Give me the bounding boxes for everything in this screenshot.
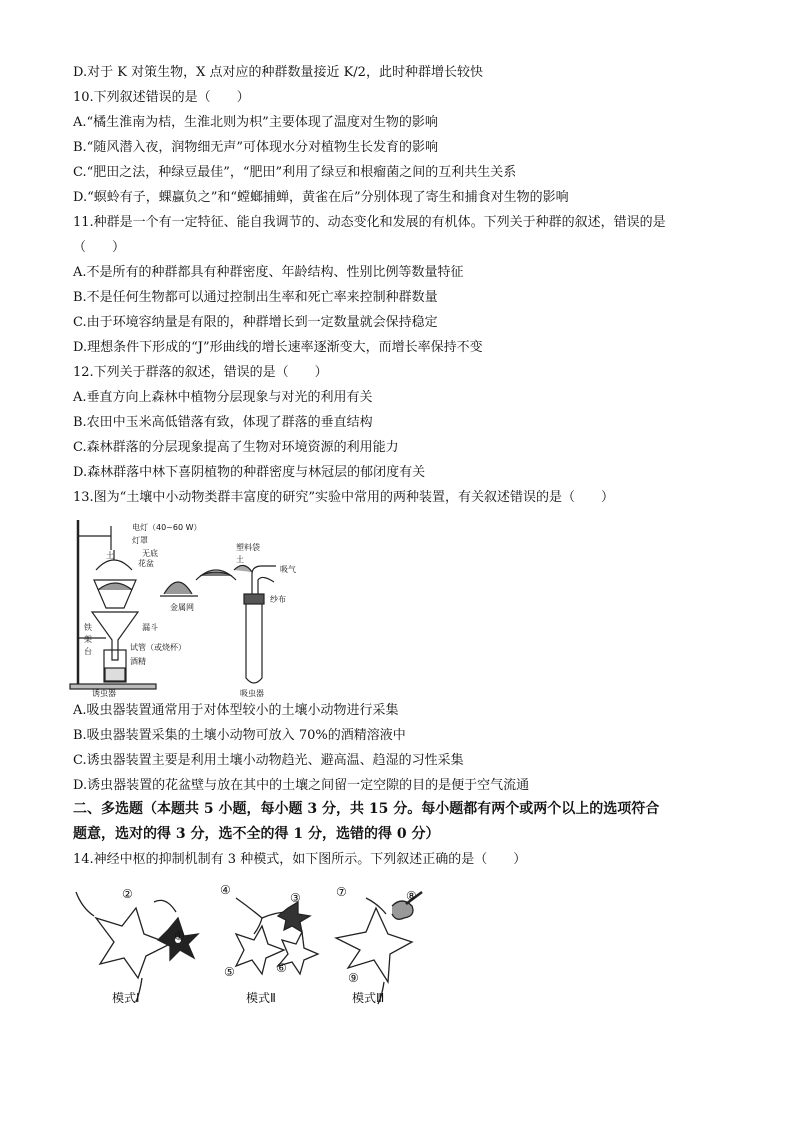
label-3-9: ⑨ bbox=[348, 971, 359, 985]
label-tube: 试管（或烧杯） bbox=[130, 643, 186, 652]
question-11-stem-bracket: （ ） bbox=[73, 240, 126, 255]
question-10-option-c: C.“肥田之法，种绿豆最佳”，“肥田”利用了绿豆和根瘤菌之间的互利共生关系 bbox=[73, 165, 517, 180]
label-pot-2: 花盆 bbox=[138, 559, 154, 568]
label-alcohol: 酒精 bbox=[130, 657, 146, 666]
label-1-1: ① bbox=[174, 929, 185, 943]
question-10-stem: 10.下列叙述错误的是（ ） bbox=[73, 90, 250, 105]
label-lamp: 电灯（40~60 W） bbox=[132, 523, 202, 532]
label-gauze: 纱布 bbox=[270, 595, 286, 604]
caption-mode-2: 模式Ⅱ bbox=[246, 991, 276, 1005]
label-2-3: ③ bbox=[290, 891, 301, 905]
label-suck: 吸气 bbox=[280, 565, 296, 574]
caption-trap: 诱虫器 bbox=[92, 689, 116, 698]
question-11-option-c: C.由于环境容纳量是有限的，种群增长到一定数量就会保持稳定 bbox=[73, 315, 438, 330]
question-14-stem: 14.神经中枢的抑制机制有 3 种模式，如下图所示。下列叙述正确的是（ ） bbox=[73, 852, 527, 867]
label-2-5: ⑤ bbox=[224, 965, 235, 979]
label-2-6: ⑥ bbox=[276, 961, 287, 975]
caption-mode-3: 模式Ⅲ bbox=[352, 991, 385, 1005]
question-13-stem: 13.图为“土壤中小动物类群丰富度的研究”实验中常用的两种装置，有关叙述错误的是（ ） bbox=[73, 490, 614, 505]
question-11-option-d: D.理想条件下形成的“J”形曲线的增长速率逐渐变大，而增长率保持不变 bbox=[73, 340, 483, 355]
question-11-option-b: B.不是任何生物都可以通过控制出生率和死亡率来控制种群数量 bbox=[73, 290, 438, 305]
figure-13-soil-devices bbox=[66, 510, 316, 700]
label-shade: 灯罩 bbox=[132, 536, 148, 545]
label-pot-1: 无底 bbox=[142, 549, 158, 558]
question-11-stem: 11.种群是一个有一定特征、能自我调节的、动态变化和发展的有机体。下列关于种群的叙述，错误的是 bbox=[73, 215, 666, 230]
label-1-2: ② bbox=[122, 887, 133, 901]
label-soil: 土 bbox=[106, 551, 114, 560]
figure-14-inhibition-modes bbox=[66, 878, 426, 1010]
label-stand-3: 台 bbox=[84, 647, 92, 656]
question-10-option-a: A.“橘生淮南为桔，生淮北则为枳”主要体现了温度对生物的影响 bbox=[73, 115, 438, 130]
section-2-heading-cont: 题意，选对的得 3 分，选不全的得 1 分，选错的得 0 分） bbox=[73, 826, 440, 842]
label-3-8: ⑧ bbox=[406, 889, 417, 903]
label-stand-2: 架 bbox=[84, 635, 92, 644]
question-13-option-d: D.诱虫器装置的花盆壁与放在其中的土壤之间留一定空隙的目的是便于空气流通 bbox=[73, 778, 530, 793]
label-funnel: 漏斗 bbox=[142, 623, 158, 632]
question-12-option-a: A.垂直方向上森林中植物分层现象与对光的利用有关 bbox=[73, 390, 373, 405]
text-line-q9-d: D.对于 K 对策生物，X 点对应的种群数量接近 K/2，此时种群增长较快 bbox=[73, 65, 483, 80]
label-mesh: 金属网 bbox=[170, 603, 194, 612]
question-12-option-d: D.森林群落中林下喜阴植物的种群密度与林冠层的郁闭度有关 bbox=[73, 465, 426, 480]
caption-mode-1: 模式Ⅰ bbox=[112, 991, 140, 1005]
caption-aspirator: 吸虫器 bbox=[240, 689, 264, 698]
question-12-stem: 12.下列关于群落的叙述，错误的是（ ） bbox=[73, 365, 328, 380]
question-13-option-b: B.吸虫器装置采集的土壤小动物可放入 70%的酒精溶液中 bbox=[73, 728, 406, 743]
question-12-option-c: C.森林群落的分层现象提高了生物对环境资源的利用能力 bbox=[73, 440, 399, 455]
question-11-option-a: A.不是所有的种群都具有种群密度、年龄结构、性别比例等数量特征 bbox=[73, 265, 464, 280]
question-13-option-a: A.吸虫器装置通常用于对体型较小的土壤小动物进行采集 bbox=[73, 703, 399, 718]
label-3-7: ⑦ bbox=[336, 885, 347, 899]
label-stand-1: 铁 bbox=[84, 623, 92, 632]
question-10-option-d: D.“螟蛉有子，蜾蠃负之”和“螳螂捕蝉，黄雀在后”分别体现了寄生和捕食对生物的影响 bbox=[73, 190, 569, 205]
question-12-option-b: B.农田中玉米高低错落有致，体现了群落的垂直结构 bbox=[73, 415, 373, 430]
label-bag: 塑料袋 bbox=[236, 543, 260, 552]
label-2-4: ④ bbox=[220, 883, 231, 897]
section-2-heading: 二、多选题（本题共 5 小题，每小题 3 分，共 15 分。每小题都有两个或两个以上的选项符合 bbox=[73, 801, 660, 817]
question-13-option-c: C.诱虫器装置主要是利用土壤小动物趋光、避高温、趋湿的习性采集 bbox=[73, 753, 464, 768]
question-10-option-b: B.“随风潜入夜，润物细无声”可体现水分对植物生长发育的影响 bbox=[73, 140, 438, 155]
label-soil-2: 土 bbox=[236, 555, 244, 564]
